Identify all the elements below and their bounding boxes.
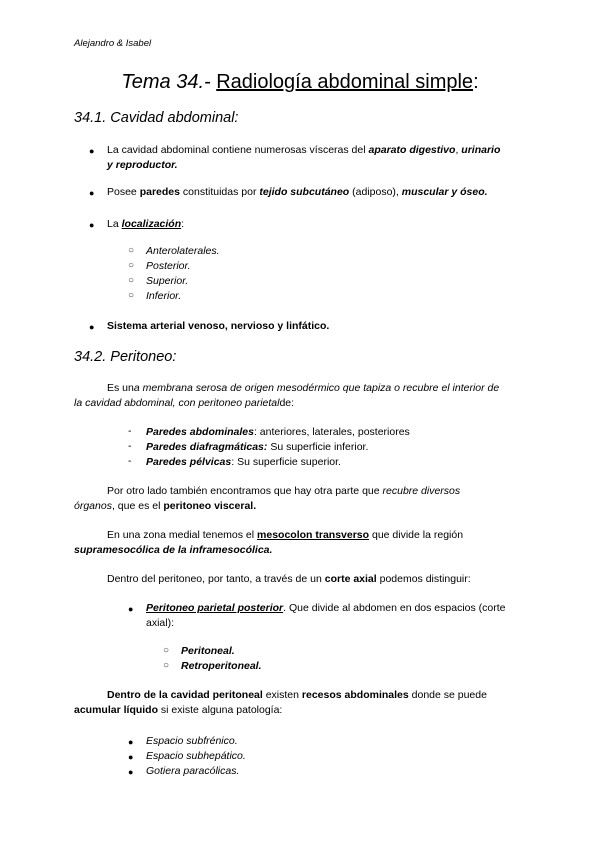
dash-glyph: - xyxy=(128,455,132,467)
text: La cavidad abdominal contiene numerosas vísceras del xyxy=(107,144,369,156)
text: existen xyxy=(262,689,302,701)
bullet-glyph: ● xyxy=(128,604,134,614)
text-bold: corte axial xyxy=(324,573,377,585)
title-prefix: Tema 34.- xyxy=(121,71,211,93)
section-heading-1: 34.1. Cavidad abdominal: xyxy=(74,110,239,126)
list-item: Espacio subhepático. xyxy=(146,750,246,762)
circle-glyph: ○ xyxy=(163,660,170,671)
paragraph-3-line-1 xyxy=(107,528,463,543)
sub-item: Peritoneal. xyxy=(181,645,235,657)
text-bold: peritoneo visceral. xyxy=(163,500,257,512)
dash-item-3 xyxy=(146,455,341,470)
sub-item: Retroperitoneal. xyxy=(181,660,262,672)
dash-glyph: - xyxy=(128,440,132,452)
text-italic: la cavidad abdominal, con peritoneo parietal xyxy=(74,397,280,409)
sub-item: Superior. xyxy=(146,275,189,287)
text: : xyxy=(181,218,185,230)
text: axial): xyxy=(146,617,175,629)
text-bold: muscular y óseo. xyxy=(401,186,488,198)
circle-glyph: ○ xyxy=(128,290,135,301)
circle-glyph: ○ xyxy=(128,260,135,271)
text-bold: recesos abdominales xyxy=(301,689,409,701)
paragraph-1-line-2 xyxy=(74,396,294,411)
paragraph-2-line-1 xyxy=(107,484,460,499)
paragraph-5-line-1 xyxy=(107,688,487,703)
text: , xyxy=(455,144,462,156)
bullet-glyph: ● xyxy=(89,220,95,230)
bullet-glyph: ● xyxy=(128,767,134,777)
dash-glyph: - xyxy=(128,425,132,437)
text-bold: y reproductor. xyxy=(107,159,178,171)
text-bold: Paredes abdominales xyxy=(146,426,254,438)
text: de: xyxy=(279,397,295,409)
text: . Que divide al abdomen en dos espacios (corte xyxy=(283,602,506,614)
text: constituidas por xyxy=(179,186,260,198)
bullet-3 xyxy=(107,217,184,232)
text: si existe alguna patología: xyxy=(158,704,283,716)
bullet-glyph: ● xyxy=(89,188,95,198)
text-bold: localización xyxy=(121,218,182,230)
text: (adiposo), xyxy=(349,186,402,198)
bullet-glyph: ● xyxy=(89,146,95,156)
text-bold: Peritoneo parietal posterior xyxy=(146,602,284,614)
bullet-5 xyxy=(146,601,506,631)
bullet-4: Sistema arterial venoso, nervioso y linfático. xyxy=(107,320,330,332)
bullet-1 xyxy=(107,143,500,173)
dash-item-1 xyxy=(146,425,410,440)
list-item: Gotiera paracólicas. xyxy=(146,765,240,777)
text-italic: órganos xyxy=(74,500,112,512)
circle-glyph: ○ xyxy=(128,245,135,256)
text-bold: paredes xyxy=(139,186,180,198)
title-suffix: : xyxy=(473,71,479,93)
bullet-glyph: ● xyxy=(89,322,95,332)
text-bold: mesocolon transverso xyxy=(257,529,370,541)
paragraph-5-line-2 xyxy=(74,703,282,718)
text: , que es el xyxy=(111,500,164,512)
paragraph-1-line-1 xyxy=(107,381,499,396)
text: podemos distinguir: xyxy=(376,573,471,585)
text: La xyxy=(107,218,122,230)
text: Posee xyxy=(107,186,140,198)
page-title xyxy=(0,71,600,94)
list-item: Espacio subfrénico. xyxy=(146,735,238,747)
circle-glyph: ○ xyxy=(128,275,135,286)
text-bold: aparato digestivo xyxy=(368,144,456,156)
sub-item: Anterolaterales. xyxy=(146,245,220,257)
text: : anteriores, laterales, posteriores xyxy=(253,426,410,438)
title-main: Radiología abdominal simple xyxy=(216,71,474,93)
text-italic: recubre diversos xyxy=(382,485,461,497)
text-bold: Paredes pélvicas xyxy=(146,456,232,468)
bullet-glyph: ● xyxy=(128,737,134,747)
text-bold: acumular líquido xyxy=(74,704,159,716)
text-bold: Dentro de la cavidad peritoneal xyxy=(107,689,263,701)
text-bold: Paredes diafragmáticas: xyxy=(146,441,268,453)
paragraph-4 xyxy=(107,572,471,587)
section-heading-2: 34.2. Peritoneo: xyxy=(74,349,177,365)
text: que divide la región xyxy=(369,529,464,541)
bullet-2 xyxy=(107,185,488,200)
sub-item: Posterior. xyxy=(146,260,191,272)
header-authors: Alejandro & Isabel xyxy=(74,38,152,49)
circle-glyph: ○ xyxy=(163,645,170,656)
text: Dentro del peritoneo, por tanto, a través de un xyxy=(107,573,325,585)
bullet-glyph: ● xyxy=(128,752,134,762)
text: : Su superficie superior. xyxy=(231,456,341,468)
text: En una zona medial tenemos el xyxy=(107,529,258,541)
text: donde se puede xyxy=(408,689,487,701)
dash-item-2 xyxy=(146,440,368,455)
text-bold: tejido subcutáneo xyxy=(259,186,350,198)
paragraph-3-line-2: supramesocólica de la inframesocólica. xyxy=(74,544,273,556)
paragraph-2-line-2 xyxy=(74,499,256,514)
text-bold: urinario xyxy=(461,144,501,156)
text: Su superficie inferior. xyxy=(267,441,369,453)
text: Es un xyxy=(107,382,134,394)
text-italic: a membrana serosa de origen mesodérmico que tapiza o recubre el interior de xyxy=(133,382,500,394)
sub-item: Inferior. xyxy=(146,290,182,302)
text: Por otro lado también encontramos que hay otra parte que xyxy=(107,485,383,497)
